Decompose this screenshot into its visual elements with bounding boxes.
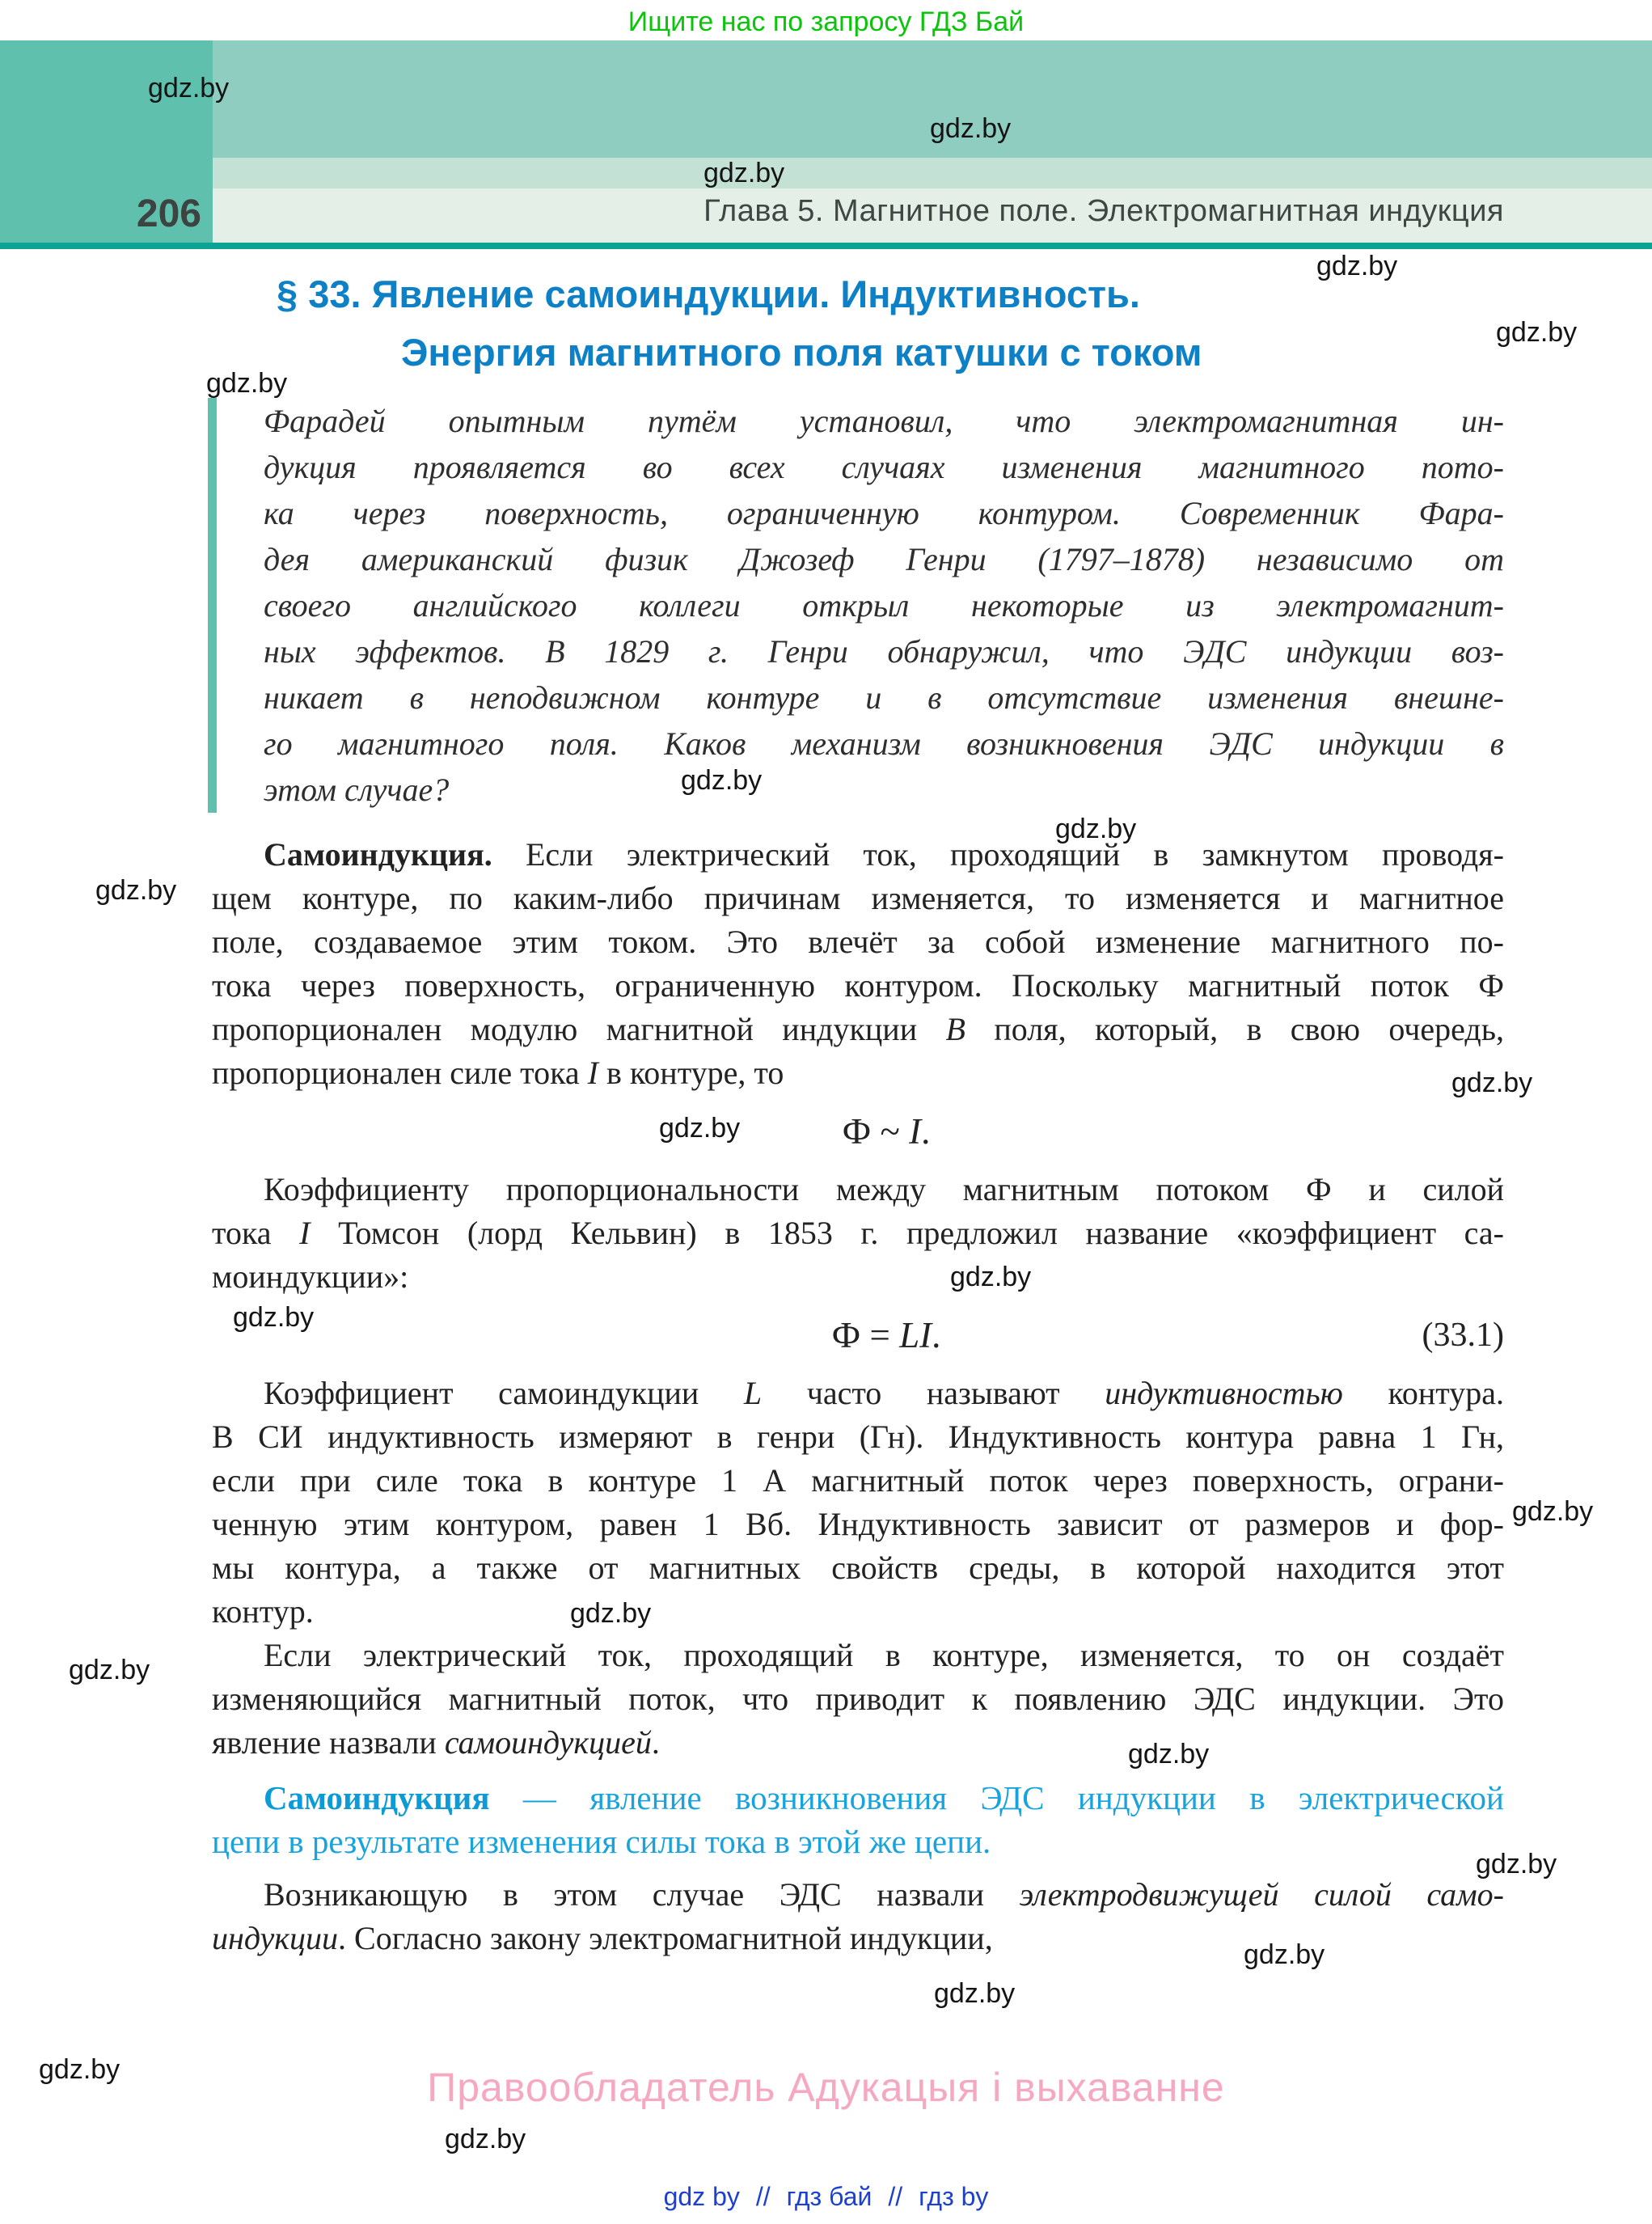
header-band-light [0,158,1652,188]
gdz-watermark: gdz.by [659,1113,741,1144]
formula-text [832,1314,941,1356]
page-number-block [0,40,213,243]
plain-text: В СИ индуктивность измеряют в генри (Гн). Индуктивность контура равна 1 Гн, [212,1419,1504,1455]
body-line [212,1721,1504,1765]
body-line [212,1873,1504,1917]
gdz-watermark: gdz.by [1316,251,1398,281]
quote-line [264,582,1504,628]
plain-text: . Согласно закону электромагнитной индукции, [338,1920,993,1956]
body-line [212,1168,1504,1211]
body-line [212,1677,1504,1721]
plain-text: Коэффициенту пропорциональности между магнитным потоком Ф и силой [264,1171,1504,1207]
copyright-notice: Правообладатель Адукацыя і выхаванне [427,2065,1225,2110]
plain-text: изменяющийся магнитный поток, что приводит к появлению ЭДС индукции. Это [212,1681,1504,1717]
plain-text: . [651,1724,660,1761]
plain-text: часто называют [762,1375,1105,1411]
body-line [212,1590,1504,1634]
body-line [212,833,1504,877]
definition-self-induction [212,1776,1504,1863]
quote-line [264,490,1504,536]
formula-text [843,1110,931,1152]
quote-line [264,398,1504,444]
plain-text: Если электрический ток, проходящий в замкнутом проводя- [492,836,1504,873]
quote-line [264,444,1504,490]
bold-text: Самоиндукция. [264,836,492,873]
italic-text: I [299,1215,311,1251]
gdz-watermark: gdz.by [570,1598,652,1629]
gdz-watermark: gdz.by [1128,1739,1210,1769]
gdz-watermark: gdz.by [930,113,1012,144]
body-line [212,1546,1504,1590]
gdz-watermark: gdz.by [950,1262,1032,1292]
plain-text: го магнитного поля. Каков механизм возникновения ЭДС индукции в [264,725,1504,762]
body-line [212,1634,1504,1677]
body-line [212,1008,1504,1051]
footer-link-0[interactable]: gdz by [663,2182,740,2211]
link-separator: // [888,2182,903,2211]
italic-text: индукции [212,1920,339,1956]
plain-text: . [921,1111,931,1152]
definition-line [212,1820,1504,1863]
top-search-hint: Ищите нас по запросу ГДЗ Бай [627,6,1025,37]
bold-text: Самоиндукция [264,1779,490,1816]
quote-line [264,721,1504,767]
definition-line [212,1776,1504,1820]
gdz-watermark: gdz.by [206,368,288,399]
plain-text: цепи в результате изменения силы тока в этой же цепи. [212,1823,991,1860]
gdz-watermark: gdz.by [703,158,785,188]
plain-text: контур. [212,1593,314,1630]
plain-text: моиндукции»: [212,1258,409,1295]
body-line [212,1255,1504,1299]
gdz-watermark: gdz.by [1476,1849,1557,1879]
body-line [212,877,1504,920]
italic-text: I [909,1111,922,1152]
plain-text: ка через поверхность, ограниченную контуром. Современник Фара- [264,495,1504,531]
plain-text: в контуре, то [598,1055,784,1091]
body-line [212,1372,1504,1415]
plain-text: никает в неподвижном контуре и в отсутствие изменения внешне- [264,679,1504,716]
plain-text: контура. [1342,1375,1504,1411]
quote-line [264,628,1504,674]
body-line [212,1503,1504,1546]
plain-text: если при силе тока в контуре 1 А магнитный поток через поверхность, ограни- [212,1462,1504,1499]
page-number: 206 [136,192,201,235]
plain-text: дукция проявляется во всех случаях изменения магнитного пото- [264,449,1504,485]
gdz-watermark: gdz.by [95,875,177,906]
plain-text: дея американский физик Джозеф Генри (1797–1878) независимо от [264,541,1504,577]
body-line [212,920,1504,964]
gdz-watermark: gdz.by [1451,1068,1533,1098]
formula-phi-equals-LI [212,1299,1504,1372]
italic-text: B [945,1011,965,1047]
plain-text: . [932,1315,941,1355]
equation-number: (33.1) [1422,1317,1504,1354]
italic-text: индуктивностью [1105,1375,1343,1411]
gdz-watermark: gdz.by [39,2054,120,2085]
footer-link-1[interactable]: гдз бай [786,2182,872,2211]
plain-text: тока [212,1215,300,1251]
plain-text: явление назвали [212,1724,445,1761]
paragraph-inductance [212,1372,1504,1765]
plain-text: Ф = [831,1315,900,1355]
historical-quote-block [208,398,1504,813]
main-text-column [212,833,1504,1960]
plain-text: пропорционален силе тока [212,1055,588,1091]
quote-line [264,536,1504,582]
plain-text: поля, который, в свою очередь, [965,1011,1505,1047]
plain-text: Если электрический ток, проходящий в контуре, изменяется, то он создаёт [264,1637,1504,1673]
body-line [212,1211,1504,1255]
plain-text: Коэффициент самоиндукции [264,1375,744,1411]
italic-text: L [743,1375,763,1411]
plain-text: Фарадей опытным путём установил, что электромагнитная ин- [264,403,1504,439]
plain-text: поле, создаваемое этим током. Это влечёт за собой изменение магнитного по- [212,924,1504,960]
quote-line [264,767,1504,813]
gdz-watermark: gdz.by [934,1978,1016,2009]
plain-text: тока через поверхность, ограниченную контуром. Поскольку магнитный поток Ф [212,967,1504,1004]
plain-text: Возникающую в этом случае ЭДС назвали [264,1876,1020,1913]
quote-line [264,674,1504,721]
body-line [212,964,1504,1008]
gdz-watermark: gdz.by [69,1655,150,1685]
link-separator: // [755,2182,771,2211]
plain-text: — явление возникновения ЭДС индукции в электрической [489,1779,1504,1816]
gdz-watermark: gdz.by [1244,1939,1325,1970]
footer-link-2[interactable]: гдз by [919,2182,989,2211]
plain-text: ных эффектов. В 1829 г. Генри обнаружил, что ЭДС индукции воз- [264,633,1504,670]
section-title-line2: Энергия магнитного поля катушки с током [401,331,1202,374]
footer-links [0,2182,1652,2212]
paragraph-self-induction [212,833,1504,1095]
gdz-watermark: gdz.by [233,1302,315,1333]
body-line [212,1415,1504,1459]
plain-text: Ф ~ [842,1111,910,1152]
plain-text: ченную этим контуром, равен 1 Вб. Индуктивность зависит от размеров и фор- [212,1506,1504,1542]
header-rule [0,243,1652,249]
paragraph-coefficient [212,1168,1504,1299]
plain-text: своего английского коллеги открыл некоторые из электромагнит- [264,587,1504,624]
body-line [212,1459,1504,1503]
italic-text: электродвижущей силой само- [1019,1876,1504,1913]
chapter-header: Глава 5. Магнитное поле. Электромагнитная индукция [703,194,1504,228]
plain-text: мы контура, а также от магнитных свойств среды, в которой находится этот [212,1550,1504,1586]
plain-text: этом случае? [264,772,450,808]
italic-text: самоиндукцией [444,1724,652,1761]
gdz-watermark: gdz.by [148,73,230,104]
formula-phi-proportional-I [212,1095,1504,1168]
gdz-watermark: gdz.by [1512,1496,1594,1527]
italic-text: LI [899,1315,932,1355]
section-title-line1: § 33. Явление самоиндукции. Индуктивность. [277,273,1140,315]
gdz-watermark: gdz.by [445,2124,526,2154]
plain-text: Томсон (лорд Кельвин) в 1853 г. предложил название «коэффициент са- [310,1215,1504,1251]
italic-text: I [587,1055,598,1091]
header-band-mid [0,40,1652,158]
gdz-watermark: gdz.by [1055,814,1137,844]
gdz-watermark: gdz.by [681,765,763,796]
plain-text: пропорционален модулю магнитной индукции [212,1011,946,1047]
plain-text: щем контуре, по каким-либо причинам изменяется, то изменяется и магнитное [212,880,1504,916]
body-line [212,1051,1504,1095]
gdz-watermark: gdz.by [1496,317,1578,348]
